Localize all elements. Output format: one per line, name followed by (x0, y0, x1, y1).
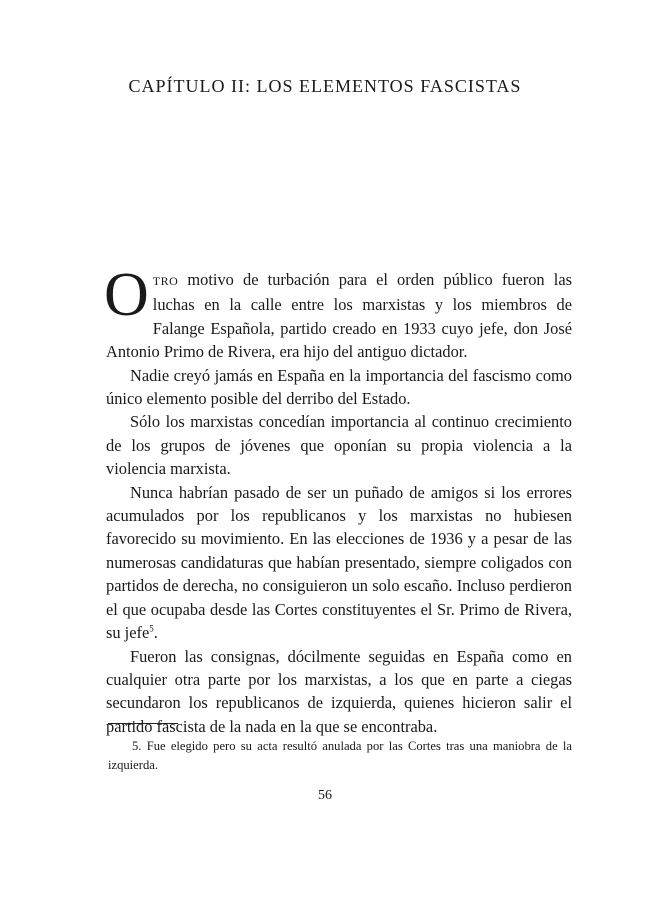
page-number: 56 (318, 788, 332, 803)
paragraph-4-text: Nunca habrían pasado de ser un puñado de amigos si los errores acumulados por los republicanos y los marxistas no hubiesen favorecido su movimiento. En las elecciones de 1936 y a pesar de las numerosas candidaturas que habían presentado, siempre coligados con partidos de derecha, no consiguieron un solo escaño. Incluso perdieron el que ocupaba desde las Cortes constituyentes el Sr. Primo de Rivera, su jefe (106, 482, 572, 643)
paragraph-1 (104, 261, 572, 364)
paragraph-2: Nadie creyó jamás en España en la importancia del fascismo como único elemento posible del derribo del Estado. (106, 365, 572, 409)
paragraph-1-text: motivo de turbación para el orden público fueron las luchas en la calle entre los marxistas y los miembros de Falange Española, partido creado en 1933 cuyo jefe, don José Antonio Primo de Rivera, era hijo del antiguo dictador. (106, 270, 572, 362)
paragraph-5: Fueron las consignas, dócilmente seguidas en España como en cualquier otra parte por los marxistas, a los que en parte a ciegas secundaron los republicanos de izquierda, quienes hicieron salir el partido fascista de la nada en la que se encontraba. (106, 646, 572, 736)
chapter-title: CAPÍTULO II: LOS ELEMENTOS FASCISTAS (128, 76, 522, 96)
footnote-divider (108, 723, 178, 724)
small-caps-lead: TRO (152, 274, 179, 288)
paragraph-4 (106, 481, 572, 645)
footnote-reference: 5 (149, 623, 154, 634)
drop-cap: O (104, 261, 149, 329)
body-text (104, 261, 572, 738)
footnote: 5. Fue elegido pero su acta resultó anulada por las Cortes tras una maniobra de la izquierda. (108, 739, 572, 772)
paragraph-3: Sólo los marxistas concedían importancia al continuo crecimiento de los grupos de jóvenes que oponían su propia violencia a la violencia marxista. (106, 412, 572, 479)
paragraph-4-end: . (153, 623, 158, 643)
